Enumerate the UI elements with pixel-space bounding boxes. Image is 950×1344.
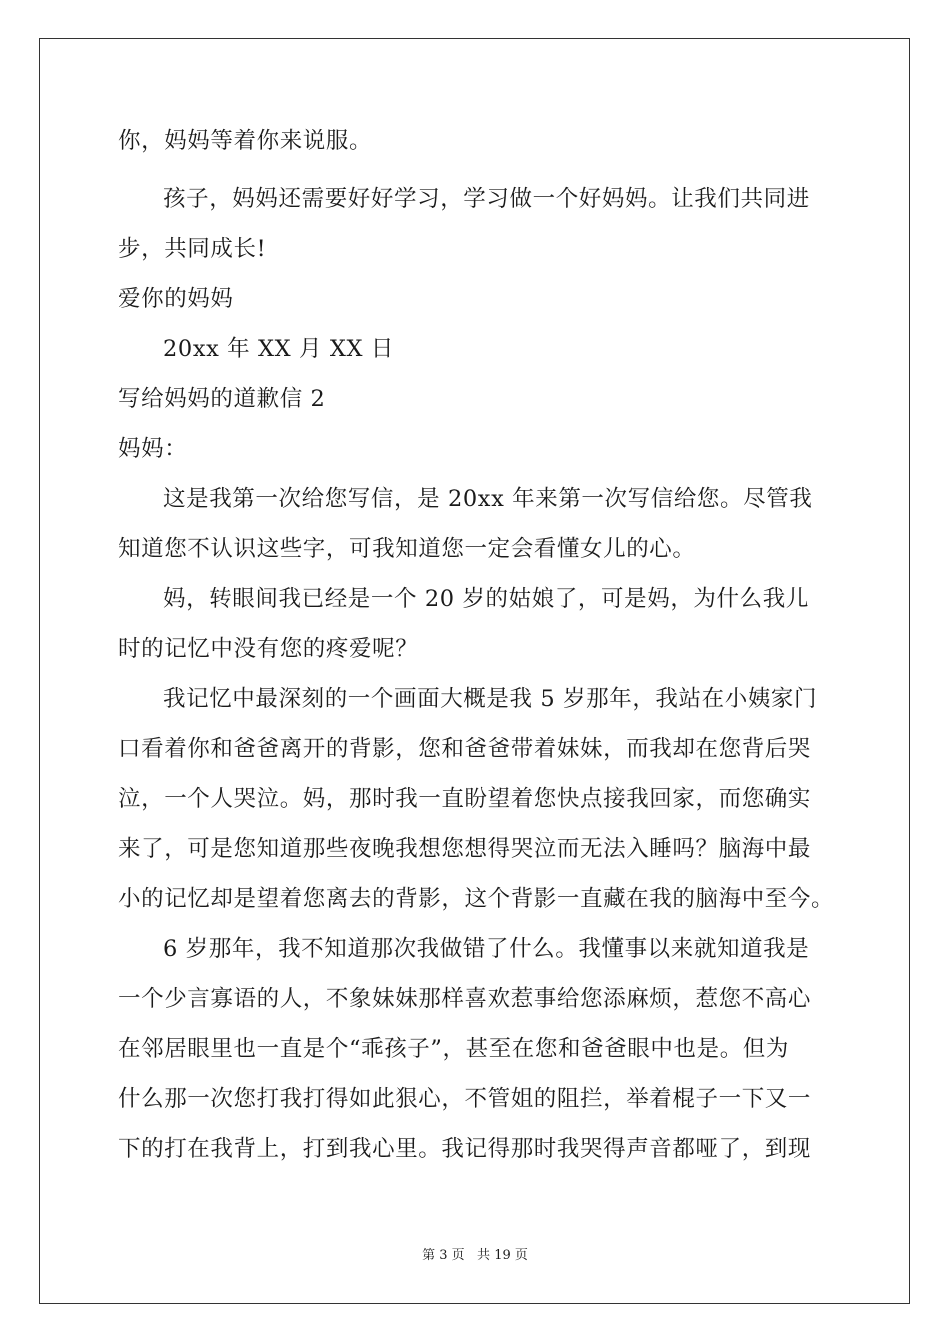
text-line: 你，妈妈等着你来说服。 <box>118 128 373 154</box>
text-line: 一个少言寡语的人，不象妹妹那样喜欢惹事给您添麻烦，惹您不高心 <box>118 986 812 1012</box>
text-line: 来了，可是您知道那些夜晚我想您想得哭泣而无法入睡吗？脑海中最 <box>118 836 812 862</box>
page-number: 第 3 页 共 19 页 <box>422 1248 528 1263</box>
text-line: 下的打在我背上，打到我心里。我记得那时我哭得声音都哑了，到现 <box>118 1136 812 1162</box>
date-line: 20xx 年 XX 月 XX 日 <box>163 336 394 362</box>
text-line: 孩子，妈妈还需要好好学习，学习做一个好妈妈。让我们共同进 <box>163 186 810 212</box>
text-line: 6 岁那年，我不知道那次我做错了什么。我懂事以来就知道我是 <box>163 936 810 962</box>
text-line: 在邻居眼里也一直是个“乖孩子”，甚至在您和爸爸眼中也是。但为 <box>118 1036 790 1062</box>
text-line: 知道您不认识这些字，可我知道您一定会看懂女儿的心。 <box>118 536 696 562</box>
text-line: 步，共同成长! <box>118 236 267 262</box>
text-line: 什么那一次您打我打得如此狠心，不管姐的阻拦，举着棍子一下又一 <box>118 1086 812 1112</box>
text-line: 口看着你和爸爸离开的背影，您和爸爸带着妹妹，而我却在您背后哭 <box>118 736 812 762</box>
salutation: 妈妈： <box>118 436 188 462</box>
signature-line: 爱你的妈妈 <box>118 286 234 312</box>
text-line: 小的记忆却是望着您离去的背影，这个背影一直藏在我的脑海中至今。 <box>118 886 835 912</box>
text-line: 这是我第一次给您写信，是 20xx 年来第一次写信给您。尽管我 <box>163 486 813 512</box>
text-line: 泣，一个人哭泣。妈，那时我一直盼望着您快点接我回家，而您确实 <box>118 786 812 812</box>
section-title: 写给妈妈的道歉信 2 <box>118 386 326 412</box>
page-border <box>39 38 910 1304</box>
text-line: 妈，转眼间我已经是一个 20 岁的姑娘了，可是妈，为什么我儿 <box>163 586 809 612</box>
text-line: 我记忆中最深刻的一个画面大概是我 5 岁那年，我站在小姨家门 <box>163 686 818 712</box>
text-line: 时的记忆中没有您的疼爱呢？ <box>118 636 419 662</box>
